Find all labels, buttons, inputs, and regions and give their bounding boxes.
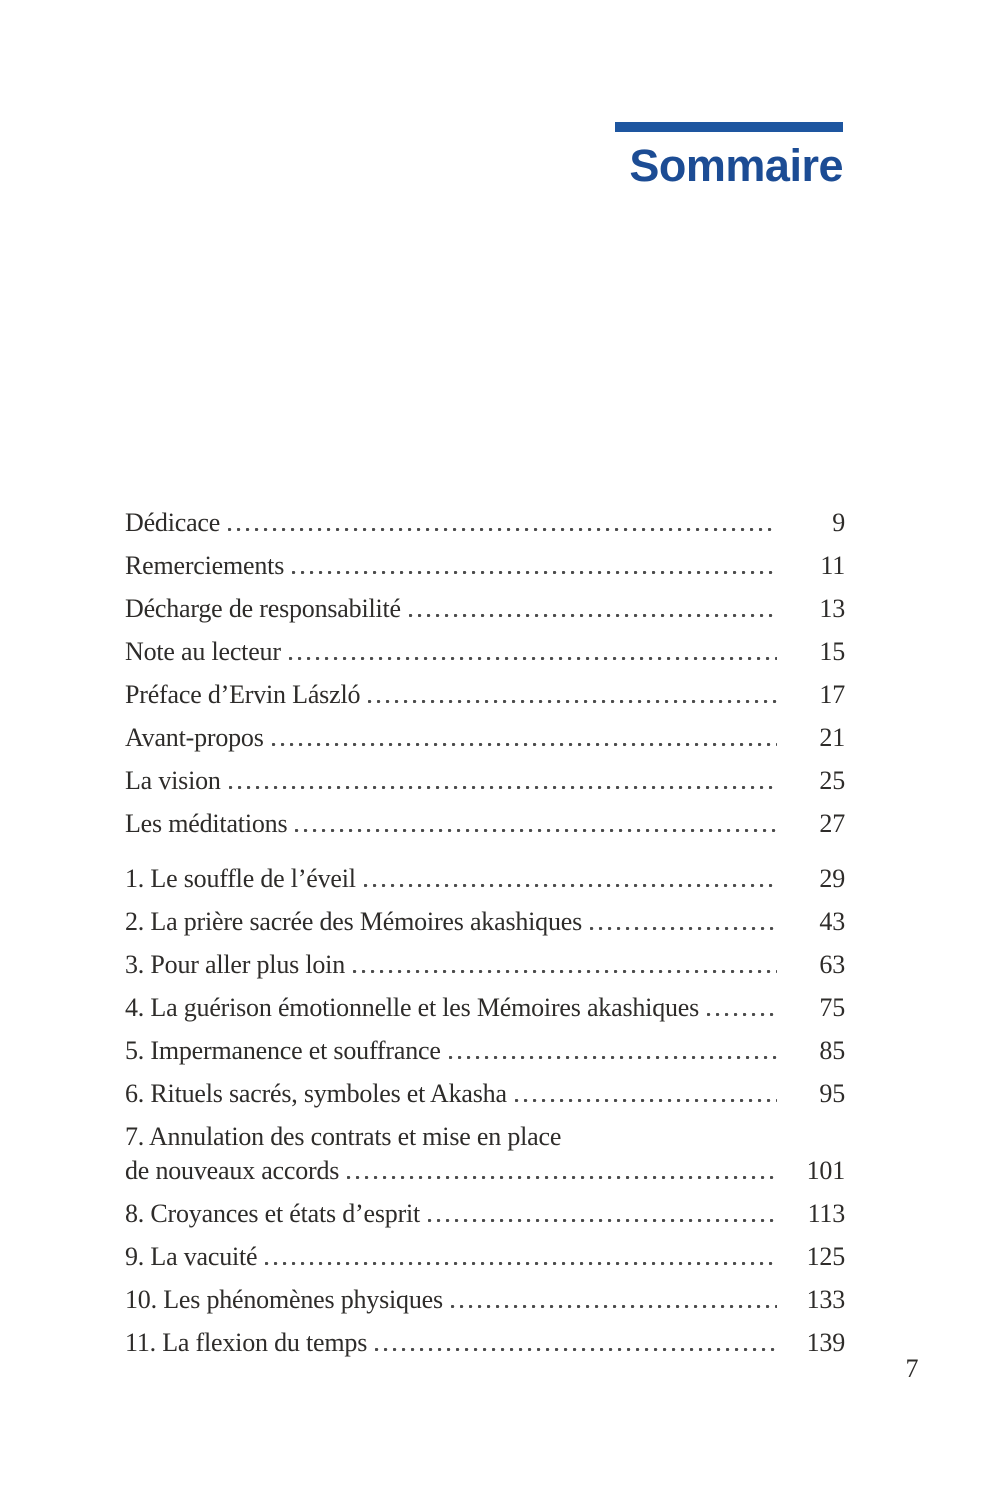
toc-entry-label: 7. Annulation des contrats et mise en place: [125, 1122, 562, 1151]
toc-entry: [125, 909, 845, 935]
toc-entry-page: 29: [819, 864, 845, 893]
toc-entry-label: 5. Impermanence et souffrance: [125, 1036, 441, 1065]
toc-entry-page: 113: [807, 1199, 845, 1228]
toc-entry: [125, 811, 845, 837]
toc-entry-label: Remerciements: [125, 551, 285, 580]
toc-entry: [125, 1124, 845, 1184]
toc: [125, 510, 845, 1373]
toc-dot-leader: [368, 700, 777, 703]
toc-entry: [125, 639, 845, 665]
toc-entry-label: La vision: [125, 766, 221, 795]
toc-dot-leader: [590, 927, 777, 930]
toc-entry-label: Les méditations: [125, 809, 288, 838]
toc-entry: [125, 866, 845, 892]
toc-entry: [125, 1330, 845, 1356]
toc-dot-leader: [295, 829, 777, 832]
toc-entry: [125, 725, 845, 751]
page-folio: 7: [905, 1354, 919, 1383]
toc-entry-label: 8. Croyances et états d’esprit: [125, 1199, 421, 1228]
toc-dot-leader: [353, 970, 777, 973]
toc-dot-leader: [228, 528, 777, 531]
toc-dot-leader: [449, 1056, 777, 1059]
toc-entry: [125, 553, 845, 579]
toc-dot-leader: [265, 1262, 777, 1265]
toc-entry-label: 6. Rituels sacrés, symboles et Akasha: [125, 1079, 507, 1108]
toc-entry: [125, 768, 845, 794]
toc-entry: [125, 1201, 845, 1227]
toc-entry-label: Dédicace: [125, 508, 221, 537]
toc-entry-page: 63: [819, 950, 845, 979]
title-rule: [615, 122, 843, 132]
toc-entry: [125, 952, 845, 978]
toc-entry-page: 95: [819, 1079, 845, 1108]
toc-entry: [125, 1081, 845, 1107]
toc-dot-leader: [364, 884, 777, 887]
toc-entry: [125, 682, 845, 708]
toc-section-chapters: [125, 866, 845, 1356]
page-title: Sommaire: [629, 140, 843, 191]
toc-entry-page: 43: [819, 907, 845, 936]
toc-entry-label: 10. Les phénomènes physiques: [125, 1285, 443, 1314]
toc-entry-label: 9. La vacuité: [125, 1242, 258, 1271]
toc-entry-label-continued: de nouveaux accords: [125, 1156, 340, 1185]
toc-entry-page: 9: [832, 508, 845, 537]
toc-entry-label: 3. Pour aller plus loin: [125, 950, 345, 979]
toc-entry-page: 85: [819, 1036, 845, 1065]
toc-dot-leader: [428, 1219, 777, 1222]
toc-entry-page: 25: [819, 766, 845, 795]
toc-entry-page: 101: [806, 1156, 845, 1185]
toc-entry: [125, 510, 845, 536]
toc-entry-label: 4. La guérison émotionnelle et les Mémoires akashiques: [125, 993, 700, 1022]
toc-entry-page: 27: [819, 809, 845, 838]
toc-entry-label: Préface d’Ervin László: [125, 680, 361, 709]
toc-entry-second-line: [125, 1158, 845, 1184]
toc-entry-page: 17: [819, 680, 845, 709]
toc-dot-leader: [292, 571, 777, 574]
title-block: [583, 122, 843, 189]
toc-entry: [125, 995, 845, 1021]
toc-entry: [125, 596, 845, 622]
toc-dot-leader: [451, 1305, 777, 1308]
toc-entry-page: 13: [819, 594, 845, 623]
toc-dot-leader: [375, 1348, 777, 1351]
toc-entry-page: 21: [819, 723, 845, 752]
toc-dot-leader: [289, 657, 777, 660]
toc-entry-label: 11. La flexion du temps: [125, 1328, 368, 1357]
toc-dot-leader: [347, 1176, 777, 1179]
toc-entry-page: 15: [819, 637, 845, 666]
toc-entry-page: 11: [820, 551, 845, 580]
toc-entry-label: Note au lecteur: [125, 637, 281, 666]
toc-entry-page: 139: [806, 1328, 845, 1357]
toc-entry: [125, 1244, 845, 1270]
toc-entry-page: 133: [806, 1285, 845, 1314]
toc-dot-leader: [409, 614, 777, 617]
toc-dot-leader: [229, 786, 777, 789]
toc-entry-label: Décharge de responsabilité: [125, 594, 401, 623]
toc-entry-label: Avant-propos: [125, 723, 264, 752]
toc-entry: [125, 1287, 845, 1313]
toc-entry-page: 125: [806, 1242, 845, 1271]
toc-entry: [125, 1038, 845, 1064]
toc-dot-leader: [707, 1013, 777, 1016]
toc-entry-page: 75: [819, 993, 845, 1022]
toc-dot-leader: [515, 1099, 777, 1102]
toc-entry-label: 2. La prière sacrée des Mémoires akashiques: [125, 907, 583, 936]
toc-dot-leader: [272, 743, 777, 746]
toc-entry-label: 1. Le souffle de l’éveil: [125, 864, 356, 893]
toc-section-front-matter: [125, 510, 845, 837]
